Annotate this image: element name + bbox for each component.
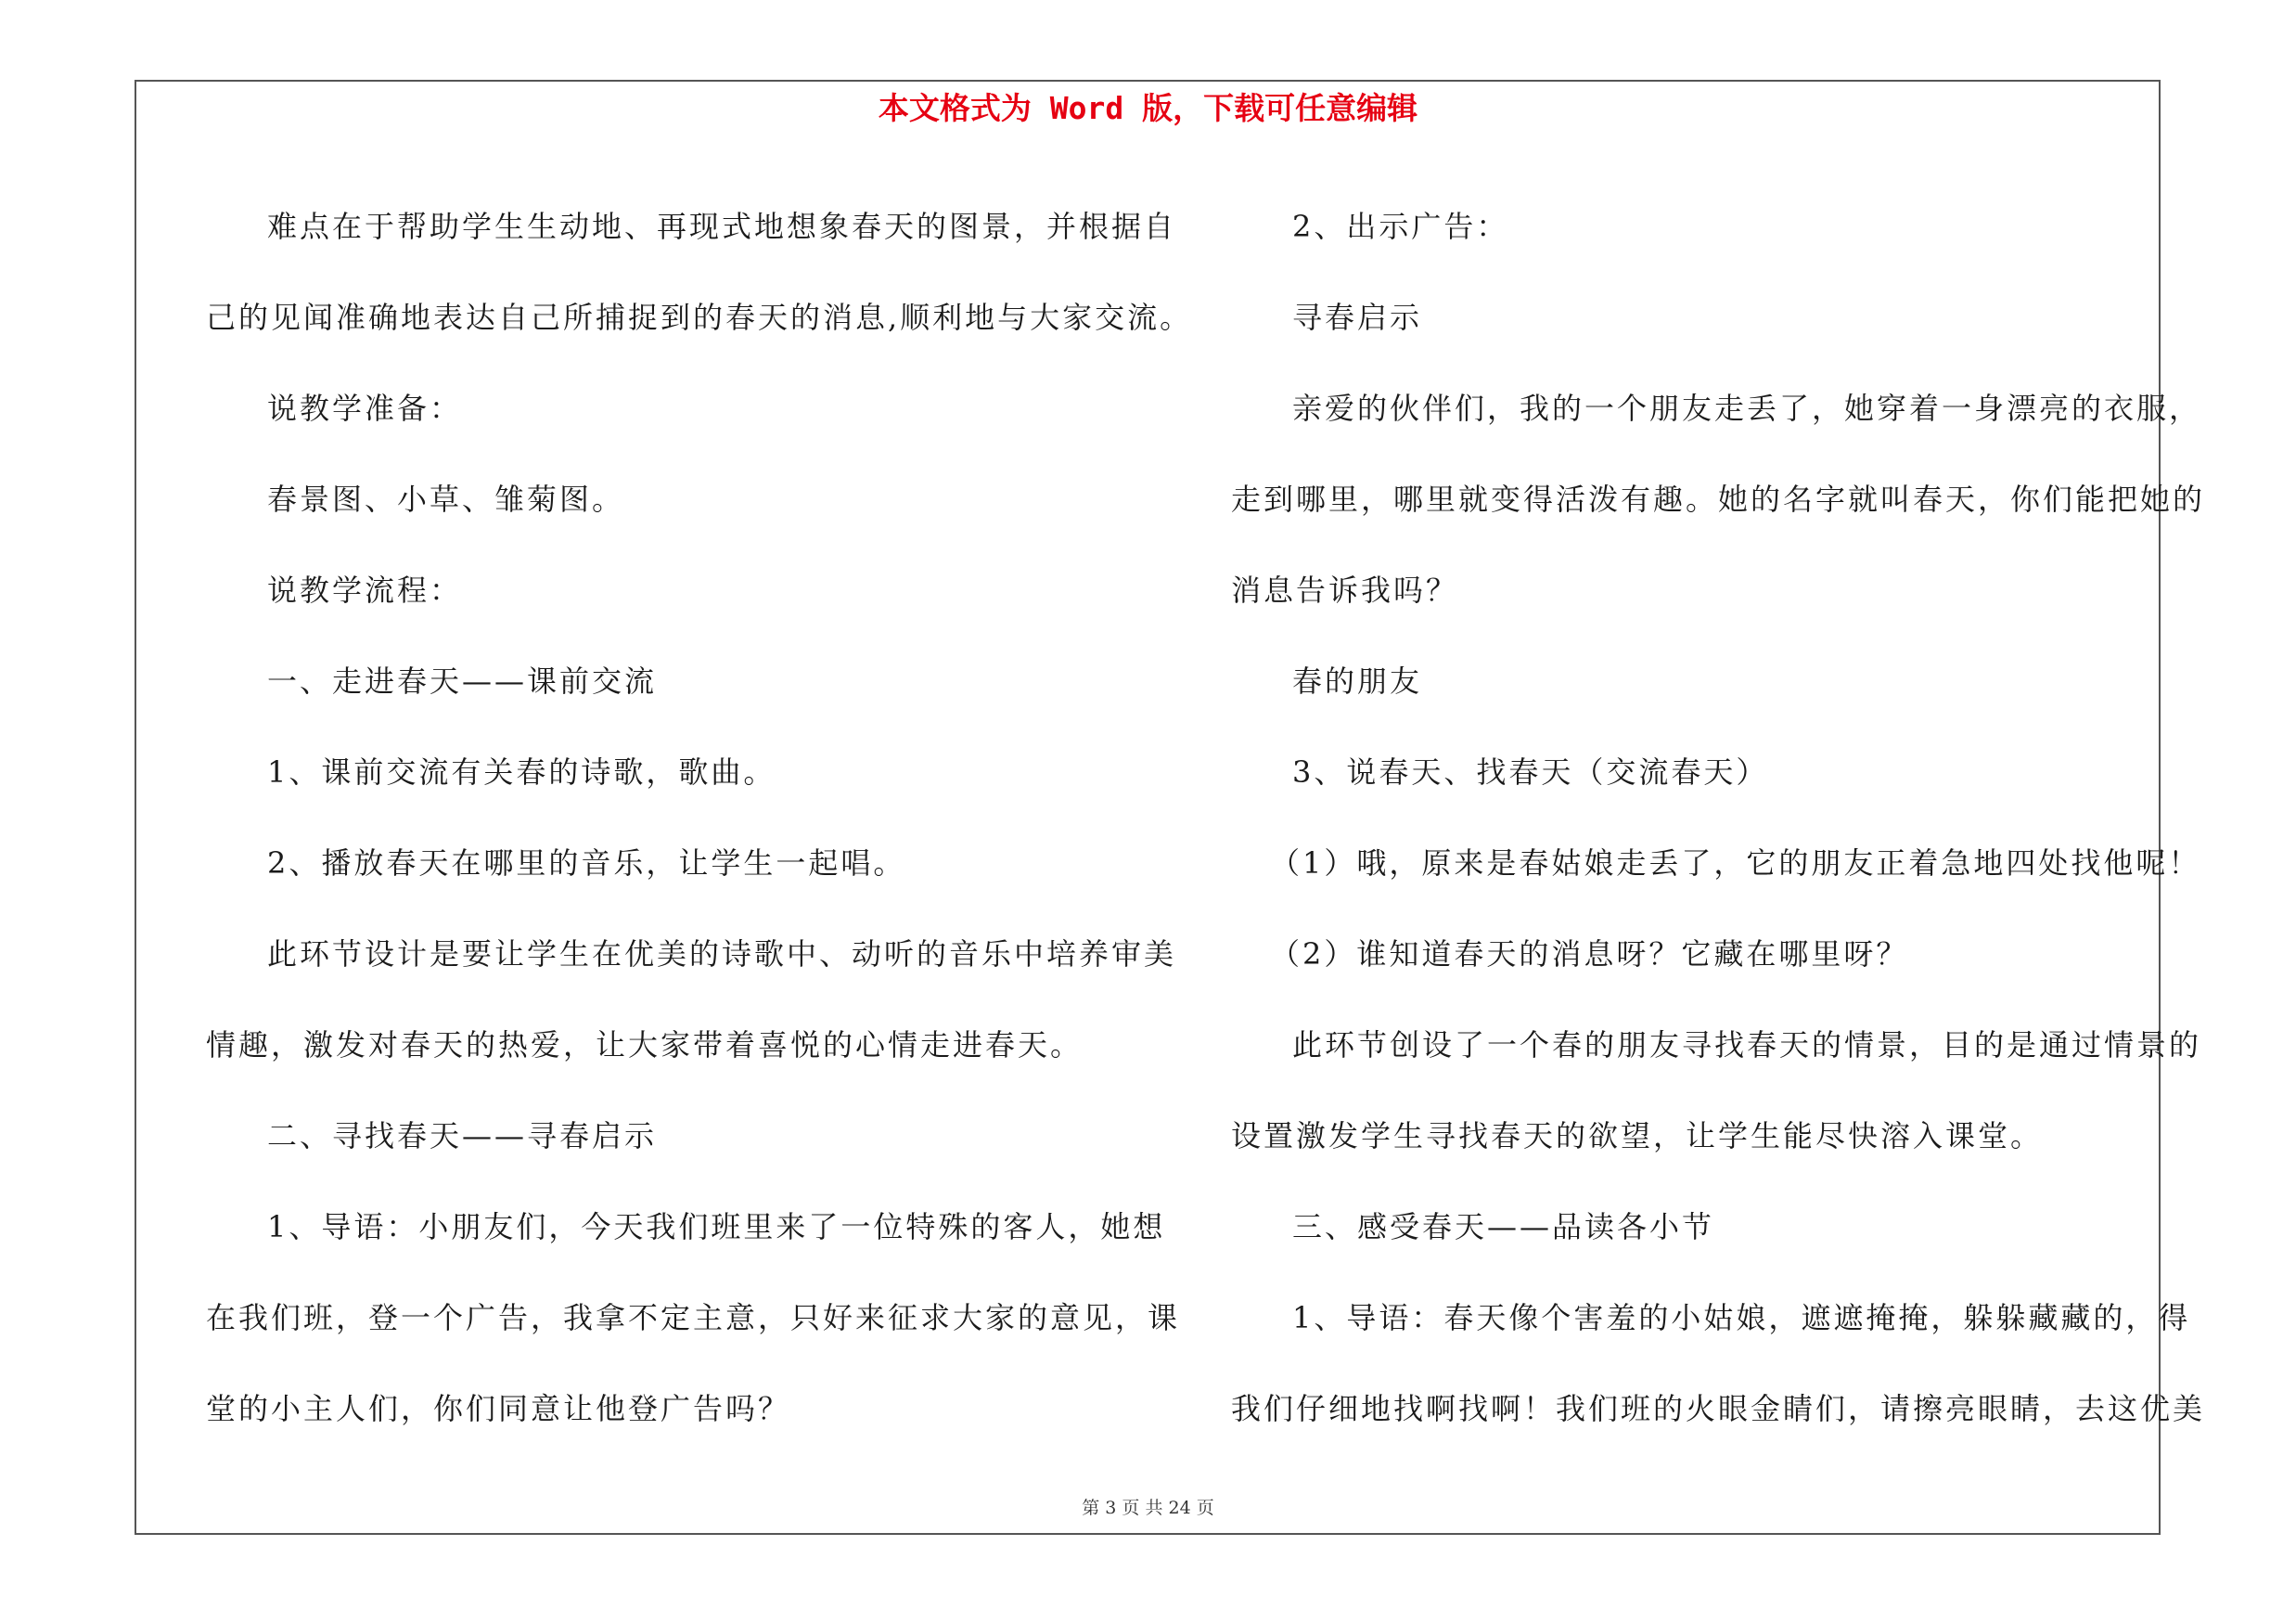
paragraph-line: 消息告诉我吗？ [1231,573,1459,608]
paragraph-line: 己的见闻准确地表达自己所捕捉到的春天的消息,顺利地与大家交流。 [206,300,1193,335]
paragraph-line: 亲爱的伙伴们，我的一个朋友走丢了，她穿着一身漂亮的衣服， [1292,391,2202,426]
paragraph-line: 我们仔细地找啊找啊！我们班的火眼金睛们，请擦亮眼睛，去这优美 [1231,1391,2206,1426]
paragraph-line: 在我们班，登一个广告，我拿不定主意，只好来征求大家的意见，课 [206,1300,1181,1335]
paragraph-line: 此环节创设了一个春的朋友寻找春天的情景，目的是通过情景的 [1292,1027,2202,1063]
paragraph-line: 情趣，激发对春天的热爱，让大家带着喜悦的心情走进春天。 [206,1027,1084,1063]
list-item: （2）谁知道春天的消息呀？它藏在哪里呀？ [1270,936,1909,972]
paragraph-line: 此环节设计是要让学生在优美的诗歌中、动听的音乐中培养审美 [267,936,1177,972]
list-item: 2、播放春天在哪里的音乐，让学生一起唱。 [267,845,906,881]
banner-suffix: 版，下载可任意编辑 [1142,90,1418,126]
section-heading: 一、走进春天——课前交流 [267,663,658,699]
section-heading: 说教学流程： [267,573,463,608]
paragraph-line: 走到哪里，哪里就变得活泼有趣。她的名字就叫春天，你们能把她的 [1231,482,2206,517]
list-item: （1）哦，原来是春姑娘走丢了，它的朋友正着急地四处找他呢！ [1270,845,2201,881]
list-item: 1、课前交流有关春的诗歌，歌曲。 [267,754,776,790]
banner-prefix: 本文格式为 [878,90,1032,126]
list-item: 1、导语：小朋友们，今天我们班里来了一位特殊的客人，她想 [267,1209,1166,1244]
left-column [206,181,1193,1454]
page-number: 第 3 页 共 24 页 [1082,1498,1214,1518]
list-item: 2、出示广告： [1292,209,1509,244]
banner-word: Word [1031,90,1143,126]
section-heading: 三、感受春天——品读各小节 [1292,1209,1715,1244]
section-heading: 说教学准备： [267,391,463,426]
list-item: 1、导语：春天像个害羞的小姑娘，遮遮掩掩，躲躲藏藏的，得 [1292,1300,2191,1335]
paragraph-line: 设置激发学生寻找春天的欲望，让学生能尽快溶入课堂。 [1231,1118,2044,1153]
header-banner [0,85,2296,132]
right-column [1231,181,2206,1454]
paragraph-line: 难点在于帮助学生生动地、再现式地想象春天的图景，并根据自 [267,209,1177,244]
section-heading: 二、寻找春天——寻春启示 [267,1118,658,1153]
paragraph-line: 春景图、小草、雏菊图。 [267,482,625,517]
notice-title: 寻春启示 [1292,300,1423,335]
list-item: 3、说春天、找春天（交流春天） [1292,754,1769,790]
paragraph-line: 堂的小主人们，你们同意让他登广告吗？ [206,1391,791,1426]
notice-signature: 春的朋友 [1292,663,1423,699]
